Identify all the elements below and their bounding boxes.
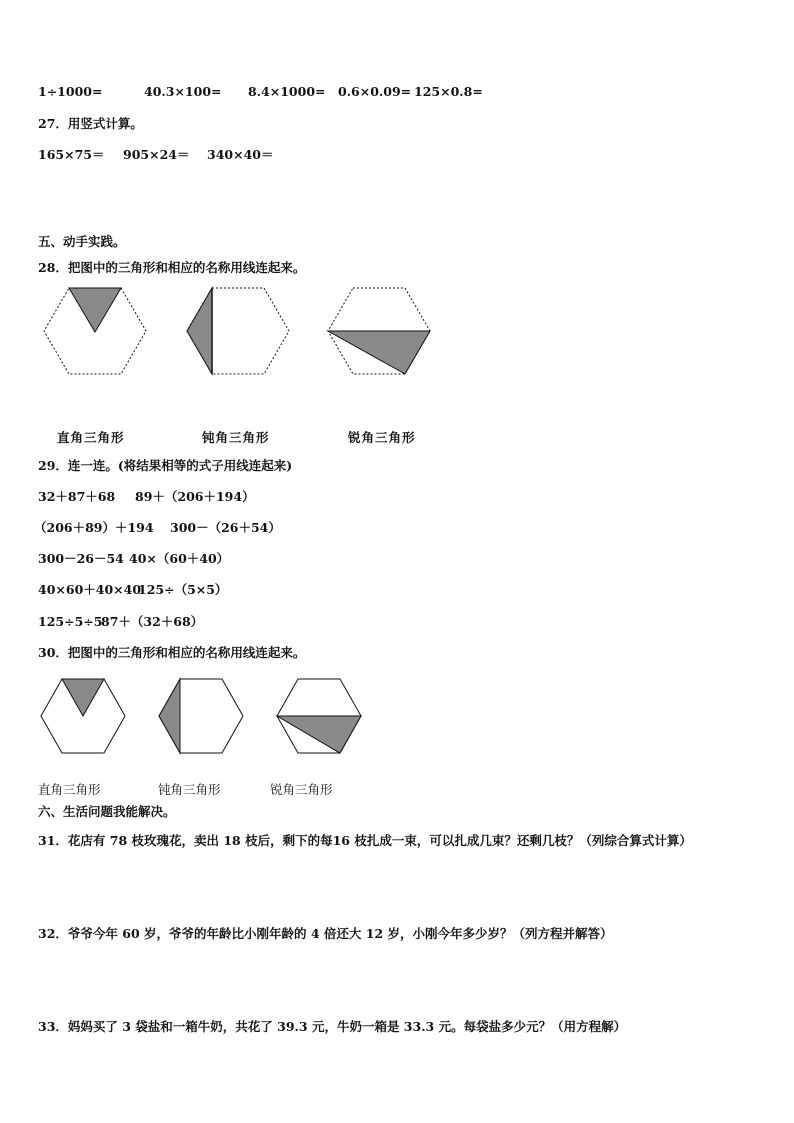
- q29-title: 29．连一连。(将结果相等的式子用线连起来): [38, 458, 293, 473]
- shaded-triangle: [328, 331, 430, 374]
- calc-item-3: 8.4×1000=: [248, 84, 326, 99]
- q29-row1-right: 89＋（206＋194）: [135, 489, 255, 504]
- q29-row1-left: 32＋87＋68: [38, 489, 116, 504]
- calc-item-1: 1÷1000=: [38, 84, 103, 99]
- q30-hexagon-right-triangle: [38, 676, 128, 756]
- section-6-heading: 六、生活问题我能解决。: [38, 804, 176, 819]
- q29-row5-left: 125÷5÷5: [38, 614, 103, 629]
- q30-title: 30．把图中的三角形和相应的名称用线连起来。: [38, 645, 306, 660]
- q29-row3-left: 300－26－54: [38, 551, 124, 566]
- q30-label-acute: 锐角三角形: [270, 782, 333, 797]
- q29-row2-right: 300－（26＋54）: [170, 520, 281, 535]
- q27-item-1: 165×75＝: [38, 147, 105, 162]
- q29-row4-left: 40×60＋40×40: [38, 582, 142, 597]
- q29-row3-right: 40×（60＋40）: [129, 551, 230, 566]
- q32-text: 32．爷爷今年 60 岁，爷爷的年龄比小刚年龄的 4 倍还大 12 岁，小刚今年多少岁？（列方程并解答）: [38, 926, 613, 941]
- q28-label-acute: 锐角三角形: [348, 430, 416, 445]
- q30-label-right: 直角三角形: [38, 782, 101, 797]
- q31-text: 31．花店有 78 枝玫瑰花，卖出 18 枝后，剩下的每16 枝扎成一束，可以扎成几束？还剩几枝？（列综合算式计算）: [38, 833, 692, 848]
- shaded-triangle: [62, 679, 104, 716]
- q28-hexagon-acute-triangle: [324, 284, 434, 378]
- q30-label-obtuse: 钝角三角形: [158, 782, 221, 797]
- q28-label-obtuse: 钝角三角形: [202, 430, 270, 445]
- q33-text: 33．妈妈买了 3 袋盐和一箱牛奶，共花了 39.3 元，牛奶一箱是 33.3 元。每袋盐多少元？（用方程解）: [38, 1019, 627, 1034]
- section-5-heading: 五、动手实践。: [38, 234, 126, 249]
- shaded-triangle: [277, 716, 361, 753]
- shaded-triangle: [187, 288, 212, 374]
- q30-hexagon-acute-triangle: [274, 676, 364, 756]
- q30-hexagon-obtuse-triangle: [156, 676, 246, 756]
- shaded-triangle: [69, 288, 121, 332]
- q29-row4-right: 125÷（5×5）: [138, 582, 228, 597]
- q29-row5-right: 87＋（32＋68）: [101, 614, 204, 629]
- calc-item-4: 0.6×0.09=: [338, 84, 412, 99]
- q29-row2-left: （206＋89）＋194: [34, 520, 154, 535]
- q27-item-3: 340×40＝: [207, 147, 274, 162]
- shaded-triangle: [159, 679, 180, 753]
- q28-title: 28．把图中的三角形和相应的名称用线连起来。: [38, 260, 306, 275]
- q28-hexagon-obtuse-triangle: [183, 284, 293, 378]
- q27-title: 27．用竖式计算。: [38, 116, 143, 131]
- calc-item-2: 40.3×100=: [144, 84, 222, 99]
- q28-hexagon-right-triangle: [40, 284, 150, 378]
- q28-label-right: 直角三角形: [57, 430, 125, 445]
- q27-item-2: 905×24＝: [123, 147, 190, 162]
- calc-item-5: 125×0.8=: [414, 84, 483, 99]
